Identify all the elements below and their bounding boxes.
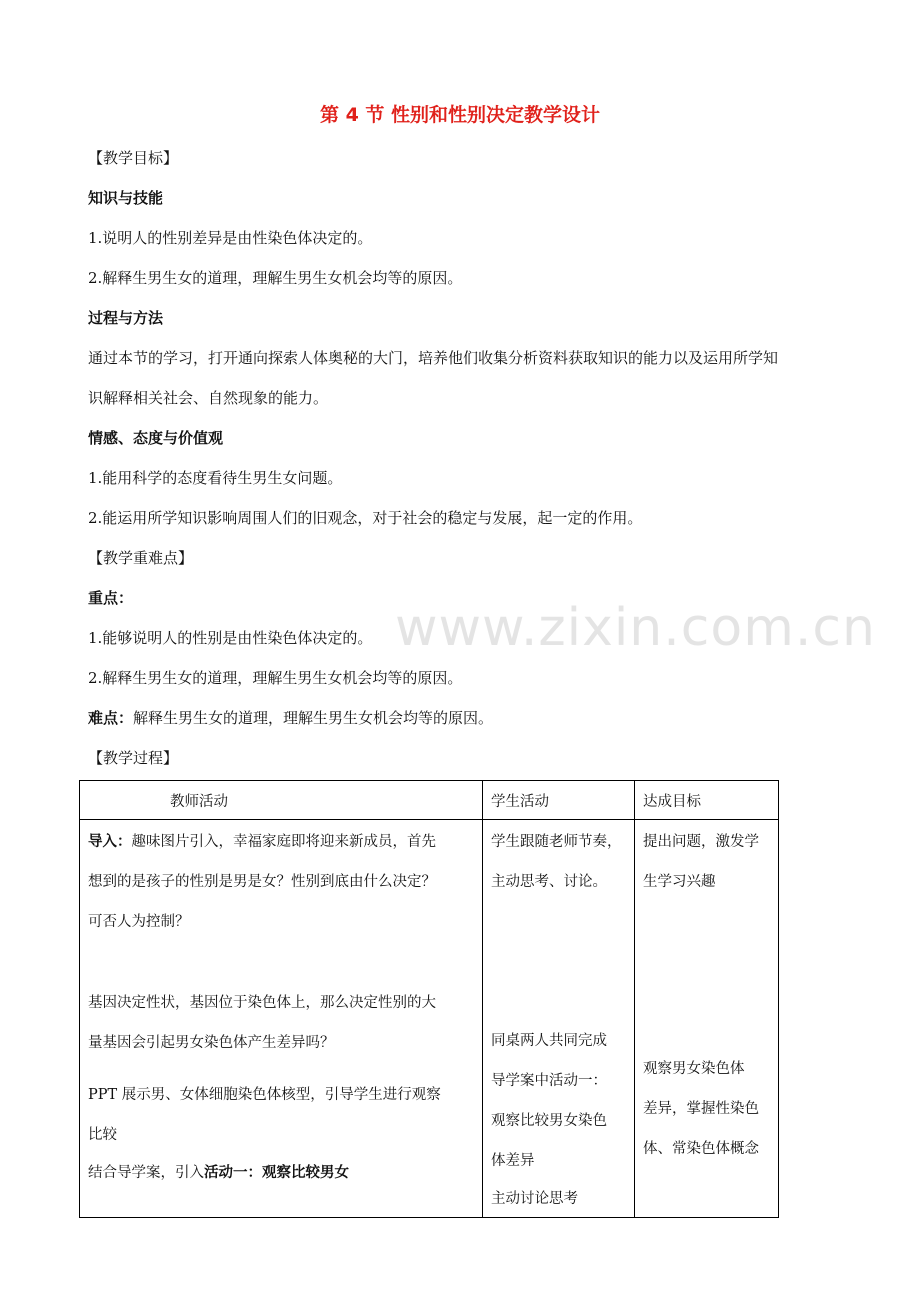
- table-header-row: [80, 781, 779, 820]
- student-line-6: 体差异: [491, 1153, 535, 1169]
- process-text-line-2: 识解释相关社会、自然现象的能力。: [88, 389, 329, 407]
- knowledge-title: 知识与技能: [88, 189, 164, 207]
- student-activity-cell: [483, 820, 635, 1218]
- intro-text: 趣味图片引入，幸福家庭即将迎来新成员，首先: [131, 834, 436, 850]
- goal-line-2: 生学习兴趣: [643, 874, 716, 890]
- teacher-gene-line-1: 基因决定性状，基因位于染色体上，那么决定性别的大: [88, 995, 436, 1011]
- teacher-intro-line-2: 想到的是孩子的性别是男是女？性别到底由什么决定？: [88, 874, 436, 890]
- key-item-1: 1.能够说明人的性别是由性染色体决定的。: [88, 629, 373, 647]
- teacher-ppt-line-2: 比较: [88, 1127, 117, 1143]
- key-item-2: 2.解释生男生女的道理，理解生男生女机会均等的原因。: [88, 669, 463, 687]
- spacer: [643, 902, 770, 1049]
- student-line-3: 同桌两人共同完成: [491, 1033, 607, 1049]
- goal-line-4: 差异，掌握性染色: [643, 1101, 759, 1117]
- header-teacher-activity: 教师活动: [80, 781, 483, 820]
- teacher-ppt-line-1: PPT 展示男、女体细胞染色体核型，引导学生进行观察: [88, 1087, 441, 1103]
- teacher-combine-line: [88, 1155, 474, 1191]
- header-student-activity: 学生活动: [483, 781, 635, 820]
- teacher-gene-line-2: 量基因会引起男女染色体产生差异吗？: [88, 1035, 335, 1051]
- spacer: [88, 1063, 474, 1075]
- student-line-5: 观察比较男女染色: [491, 1113, 607, 1129]
- watermark: www.zixin.com.cn: [395, 598, 876, 658]
- combine-prefix: 结合导学案，引入: [88, 1165, 204, 1181]
- student-line-4: 导学案中活动一：: [491, 1073, 607, 1089]
- spacer: [88, 942, 474, 983]
- process-text-line-1: 通过本节的学习，打开通向探索人体奥秘的大门，培养他们收集分析资料获取知识的能力以及运用所学知: [88, 349, 779, 367]
- procedure-header: 【教学过程】: [88, 749, 179, 767]
- header-goal: 达成目标: [635, 781, 779, 820]
- goal-line-3: 观察男女染色体: [643, 1061, 745, 1077]
- difficult-point: [88, 708, 493, 728]
- table-row: [80, 820, 779, 1218]
- emotion-item-2: 2.能运用所学知识影响周围人们的旧观念，对于社会的稳定与发展，起一定的作用。: [88, 509, 643, 527]
- key-title: 重点：: [88, 589, 134, 607]
- knowledge-item-2: 2.解释生男生女的道理，理解生男生女机会均等的原因。: [88, 269, 463, 287]
- difficult-label: 难点：: [88, 709, 134, 727]
- teaching-process-table: [79, 780, 779, 1218]
- student-line-2: 主动思考、讨论。: [491, 874, 607, 890]
- goal-line-5: 体、常染色体概念: [643, 1141, 759, 1157]
- activity-one-label: 活动一：观察比较男女: [204, 1165, 349, 1181]
- emotion-item-1: 1.能用科学的态度看待生男生女问题。: [88, 469, 343, 487]
- student-line-7: 主动讨论思考: [491, 1191, 578, 1207]
- document-title: 第 4 节 性别和性别决定教学设计: [319, 104, 601, 126]
- student-line-1: 学生跟随老师节奏，: [491, 834, 622, 850]
- goal-cell: [635, 820, 779, 1218]
- intro-label: 导入：: [88, 834, 132, 850]
- goals-header: 【教学目标】: [88, 149, 179, 167]
- process-title: 过程与方法: [88, 309, 164, 327]
- difficult-text: 解释生男生女的道理，理解生男生女机会均等的原因。: [133, 709, 494, 727]
- spacer: [491, 902, 626, 1021]
- goal-line-1: 提出问题，激发学: [643, 834, 759, 850]
- knowledge-item-1: 1.说明人的性别差异是由性染色体决定的。: [88, 229, 373, 247]
- teacher-intro-line-3: 可否人为控制？: [88, 914, 190, 930]
- teacher-activity-cell: [80, 820, 483, 1218]
- keypoints-header: 【教学重难点】: [88, 549, 194, 567]
- emotion-title: 情感、态度与价值观: [88, 429, 224, 447]
- teacher-intro-line-1: [88, 822, 474, 862]
